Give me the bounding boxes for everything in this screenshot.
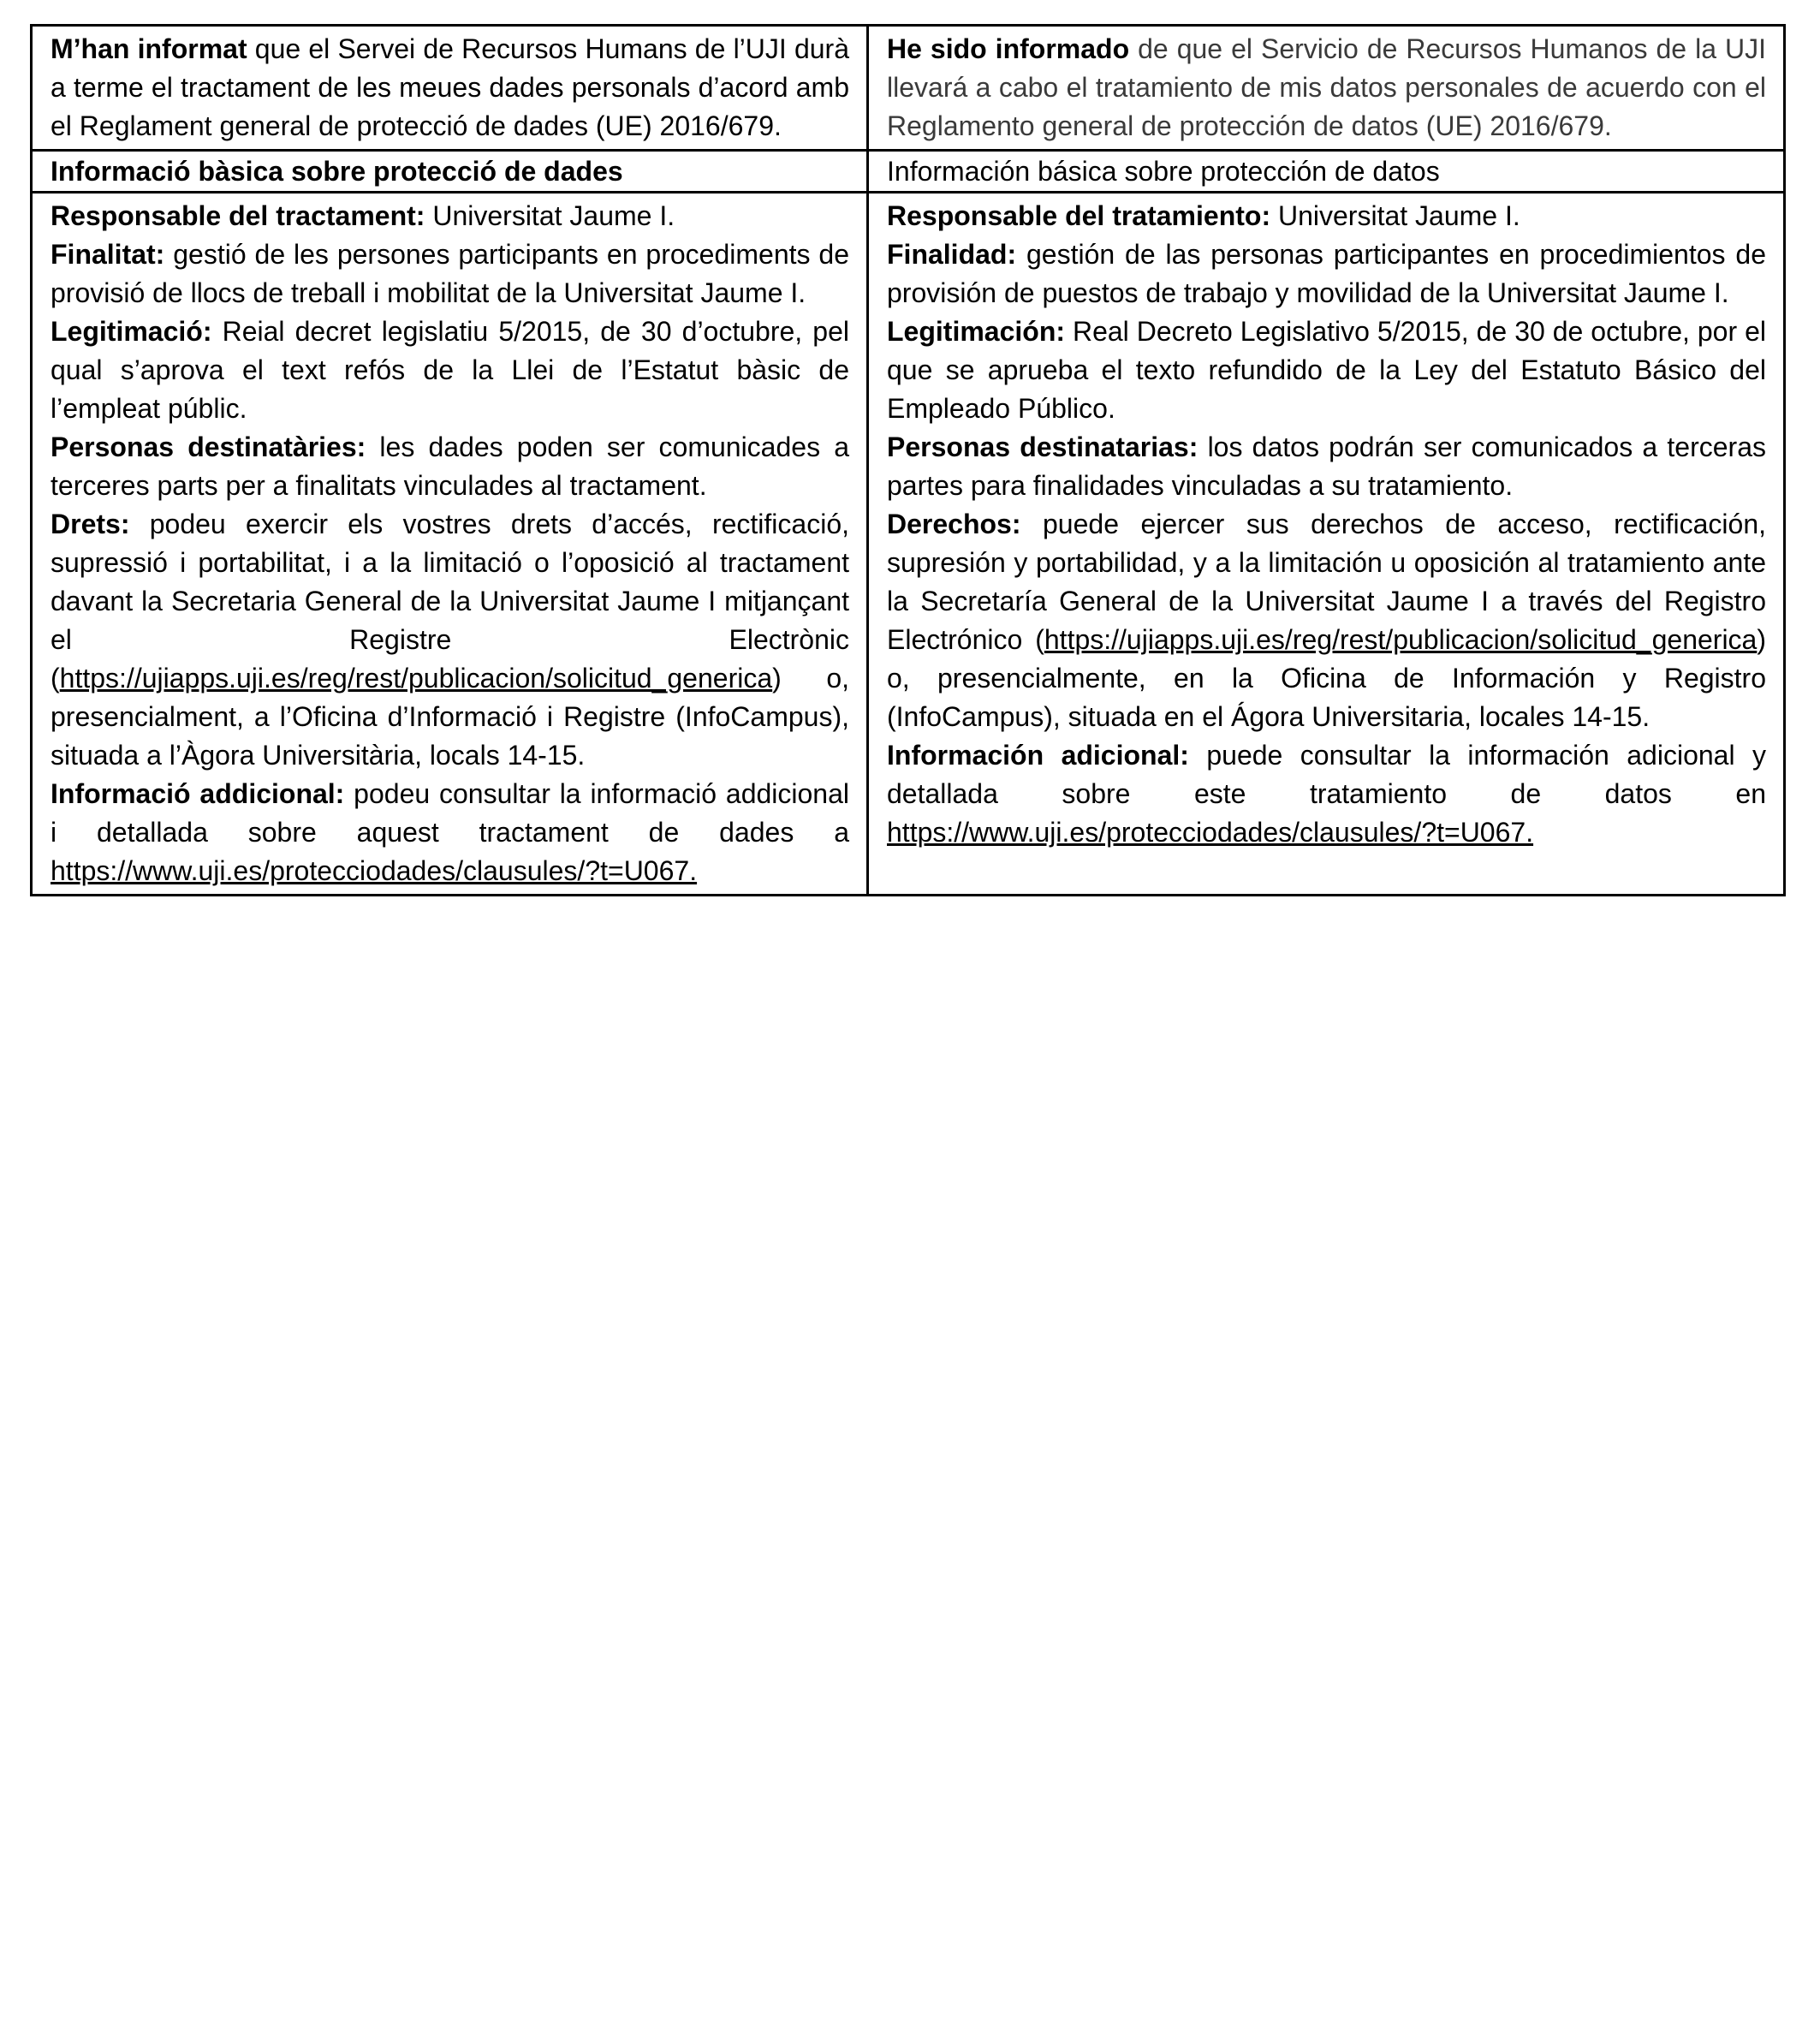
heading-es: Información básica sobre protección de datos	[868, 151, 1785, 193]
responsable-label-ca: Responsable del tractament:	[51, 200, 425, 231]
legitimacion-label-es: Legitimación:	[887, 316, 1066, 347]
details-cell-ca	[32, 193, 868, 896]
finalitat-text-ca: gestió de les persones participants en procediments de provisió de llocs de treball i mobilitat de la Universitat Jaume I.	[51, 239, 849, 308]
legitimacion-paragraph-es	[887, 313, 1766, 428]
info-text-es: puede consultar la información adicional y detallada sobre este tratamiento de datos en	[887, 740, 1766, 809]
intro-cell-ca	[32, 26, 868, 151]
info-text-ca: podeu consultar la informació addicional i detallada sobre aquest tractament de dades a	[51, 778, 849, 848]
info-paragraph-ca	[51, 775, 849, 890]
destinatarias-label-es: Personas destinatarias:	[887, 432, 1198, 462]
destinatarias-paragraph-es	[887, 428, 1766, 505]
registre-electronic-link-ca[interactable]: https://ujiapps.uji.es/reg/rest/publicacion/solicitud_generica	[59, 663, 773, 694]
responsable-paragraph-es	[887, 197, 1766, 235]
legitimacio-paragraph-ca	[51, 313, 849, 428]
info-label-es: Información adicional:	[887, 740, 1189, 771]
details-row	[32, 193, 1785, 896]
heading-ca: Informació bàsica sobre protecció de dades	[32, 151, 868, 193]
clausules-link-ca[interactable]: https://www.uji.es/protecciodades/clausules/?t=U067.	[51, 855, 698, 886]
registro-electronico-link-es[interactable]: https://ujiapps.uji.es/reg/rest/publicacion/solicitud_generica	[1044, 624, 1758, 655]
intro-row	[32, 26, 1785, 151]
clausules-link-es[interactable]: https://www.uji.es/protecciodades/clausules/?t=U067.	[887, 817, 1534, 848]
drets-text-1-ca: podeu exercir els vostres drets d’accés, rectificació, supressió i portabilitat, i a la limitació o l’oposició al tractament davant la Secretaria General de la Universitat Jaume I mitjançant el Registre Electrònic (	[51, 509, 849, 694]
details-cell-es	[868, 193, 1785, 896]
derechos-text-1-es: puede ejercer sus derechos de acceso, rectificación, supresión y portabilidad, y a la limitación u oposición al tratamiento ante la Secretaría General de la Universitat Jaume I a través del Registro Electrónico (	[887, 509, 1766, 655]
responsable-text-ca: Universitat Jaume I.	[425, 200, 675, 231]
heading-row	[32, 151, 1785, 193]
responsable-text-es: Universitat Jaume I.	[1270, 200, 1520, 231]
info-paragraph-es	[887, 736, 1766, 852]
intro-lead-ca: M’han informat	[51, 33, 247, 64]
destinataries-label-ca: Personas destinatàries:	[51, 432, 366, 462]
drets-text-2-ca: ) o, presencialment, a l’Oficina d’Informació i Registre (InfoCampus), situada a l’Àgora Universitària, locals 14-15.	[51, 663, 849, 771]
derechos-label-es: Derechos:	[887, 509, 1021, 539]
derechos-paragraph-es	[887, 505, 1766, 736]
finalidad-label-es: Finalidad:	[887, 239, 1017, 270]
finalidad-text-es: gestión de las personas participantes en procedimientos de provisión de puestos de trabajo y movilidad de la Universitat Jaume I.	[887, 239, 1766, 308]
drets-label-ca: Drets:	[51, 509, 130, 539]
destinataries-text-ca: les dades poden ser comunicades a terceres parts per a finalitats vinculades al tractament.	[51, 432, 850, 501]
destinatarias-text-es: los datos podrán ser comunicados a terceras partes para finalidades vinculadas a su tratamiento.	[887, 432, 1766, 501]
info-label-ca: Informació addicional:	[51, 778, 345, 809]
data-protection-table	[30, 24, 1786, 896]
intro-cell-es	[868, 26, 1785, 151]
finalidad-paragraph-es	[887, 235, 1766, 313]
legitimacion-text-es: Real Decreto Legislativo 5/2015, de 30 de octubre, por el que se aprueba el texto refundido de la Ley del Estatuto Básico del Empleado Público.	[887, 316, 1766, 424]
intro-lead-es: He sido informado	[887, 33, 1130, 64]
responsable-paragraph-ca	[51, 197, 849, 235]
finalitat-label-ca: Finalitat:	[51, 239, 165, 270]
intro-text-ca: que el Servei de Recursos Humans de l’UJI durà a terme el tractament de les meues dades personals d’acord amb el Reglament general de protecció de dades (UE) 2016/679.	[51, 33, 850, 141]
destinataries-paragraph-ca	[51, 428, 849, 505]
legitimacio-text-ca: Reial decret legislatiu 5/2015, de 30 d’octubre, pel qual s’aprova el text refós de la Llei de l’Estatut bàsic de l’empleat públic.	[51, 316, 849, 424]
derechos-text-2-es: ) o, presencialmente, en la Oficina de Información y Registro (InfoCampus), situada en el Ágora Universitaria, locales 14-15.	[887, 624, 1766, 732]
finalitat-paragraph-ca	[51, 235, 849, 313]
legitimacio-label-ca: Legitimació:	[51, 316, 212, 347]
intro-text-es: de que el Servicio de Recursos Humanos de la UJI llevará a cabo el tratamiento de mis datos personales de acuerdo con el Reglamento general de protección de datos (UE) 2016/679.	[887, 33, 1767, 141]
drets-paragraph-ca	[51, 505, 849, 775]
responsable-label-es: Responsable del tratamiento:	[887, 200, 1271, 231]
